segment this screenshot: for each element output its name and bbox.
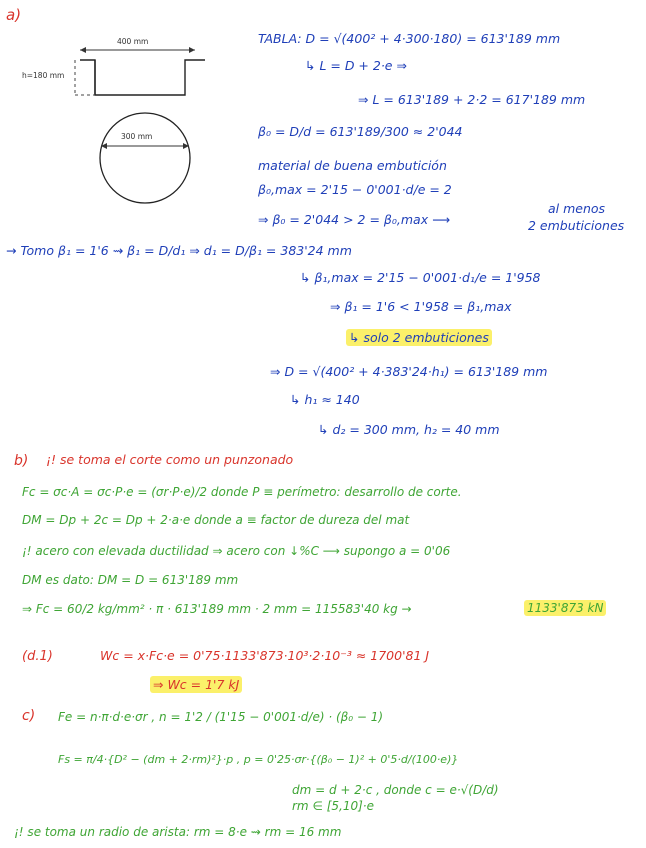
line-a-5: β₀,max = 2'15 − 0'001·d/e = 2 — [258, 182, 452, 197]
line-b-3: ¡! acero con elevada ductilidad ⇒ acero con ↓%C ⟶ supongo a = 0'06 — [22, 544, 451, 558]
line-b-5: ⇒ Fc = 60/2 kg/mm² · π · 613'189 mm · 2 mm = 115583'40 kg → — [22, 602, 412, 616]
line-b-2: DM = Dp + 2c = Dp + 2·a·e donde a ≡ factor de dureza del mat — [22, 513, 410, 527]
line-b1-0: Wc = x·Fc·e = 0'75·1133'873·10³·2·10⁻³ ≈ 1700'81 J — [100, 648, 430, 663]
line-a-14: ↳ h₁ ≈ 140 — [290, 392, 360, 407]
line-c-3: rm ∈ [5,10]·e — [292, 799, 374, 813]
line-c-4: ¡! se toma un radio de arista: rm = 8·e ⇝ rm = 16 mm — [14, 825, 342, 839]
line-b1-1: ⇒ Wc = 1'7 kJ — [150, 679, 242, 692]
width-label: 400 mm — [117, 37, 149, 46]
cup-profile — [80, 60, 205, 95]
arrow-left — [80, 47, 86, 53]
part-b-label: b) — [14, 453, 29, 469]
line-a-0: TABLA: D = √(400² + 4·300·180) = 613'189 mm — [258, 31, 561, 46]
diameter-label: 300 mm — [121, 132, 153, 141]
line-a-15: ↳ d₂ = 300 mm, h₂ = 40 mm — [318, 422, 500, 437]
line-a-2: ⇒ L = 613'189 + 2·2 = 617'189 mm — [358, 92, 586, 107]
part-a-label: a) — [6, 6, 22, 24]
line-a-7: al menos — [548, 201, 606, 216]
line-a-12: ↳ solo 2 embuticiones — [346, 332, 492, 345]
line-c-1: Fs = π/4·{D² − (dm + 2·rm)²}·p , p = 0'25·σr·{(β₀ − 1)² + 0'5·d/(100·e)} — [58, 753, 459, 766]
line-c-0: Fe = n·π·d·e·σr , n = 1'2 / (1'15 − 0'001·d/e) · (β₀ − 1) — [58, 710, 384, 724]
line-b-1: Fc = σc·A = σc·P·e = (σr·P·e)/2 donde P ≡ perímetro: desarrollo de corte. — [22, 485, 462, 499]
line-b-0: ¡! se toma el corte como un punzonado — [46, 452, 294, 467]
line-a-11: ⇒ β₁ = 1'6 < 1'958 = β₁,max — [330, 299, 512, 314]
line-a-4: material de buena embutición — [258, 158, 447, 173]
line-a-1: ↳ L = D + 2·e ⇒ — [305, 58, 407, 73]
arrow-right — [189, 47, 195, 53]
part-b1-label: (d.1) — [22, 649, 53, 664]
blank-circle — [100, 113, 190, 203]
part-c-label: c) — [22, 708, 36, 724]
line-a-10: ↳ β₁,max = 2'15 − 0'001·d₁/e = 1'958 — [300, 270, 541, 285]
line-b-6: 1133'873 kN — [524, 602, 606, 614]
line-c-2: dm = d + 2·c , donde c = e·√(D/d) — [292, 783, 499, 797]
line-a-3: β₀ = D/d = 613'189/300 ≈ 2'044 — [258, 124, 463, 139]
line-a-8: 2 embuticiones — [528, 218, 625, 233]
line-a-9: → Tomo β₁ = 1'6 ⇝ β₁ = D/d₁ ⇒ d₁ = D/β₁ = 383'24 mm — [6, 243, 352, 258]
line-b-4: DM es dato: DM = D = 613'189 mm — [22, 573, 239, 587]
line-a-6: ⇒ β₀ = 2'044 > 2 = β₀,max ⟶ — [258, 212, 450, 227]
line-a-13: ⇒ D = √(400² + 4·383'24·h₁) = 613'189 mm — [270, 364, 548, 379]
height-label: h=180 mm — [22, 71, 65, 80]
